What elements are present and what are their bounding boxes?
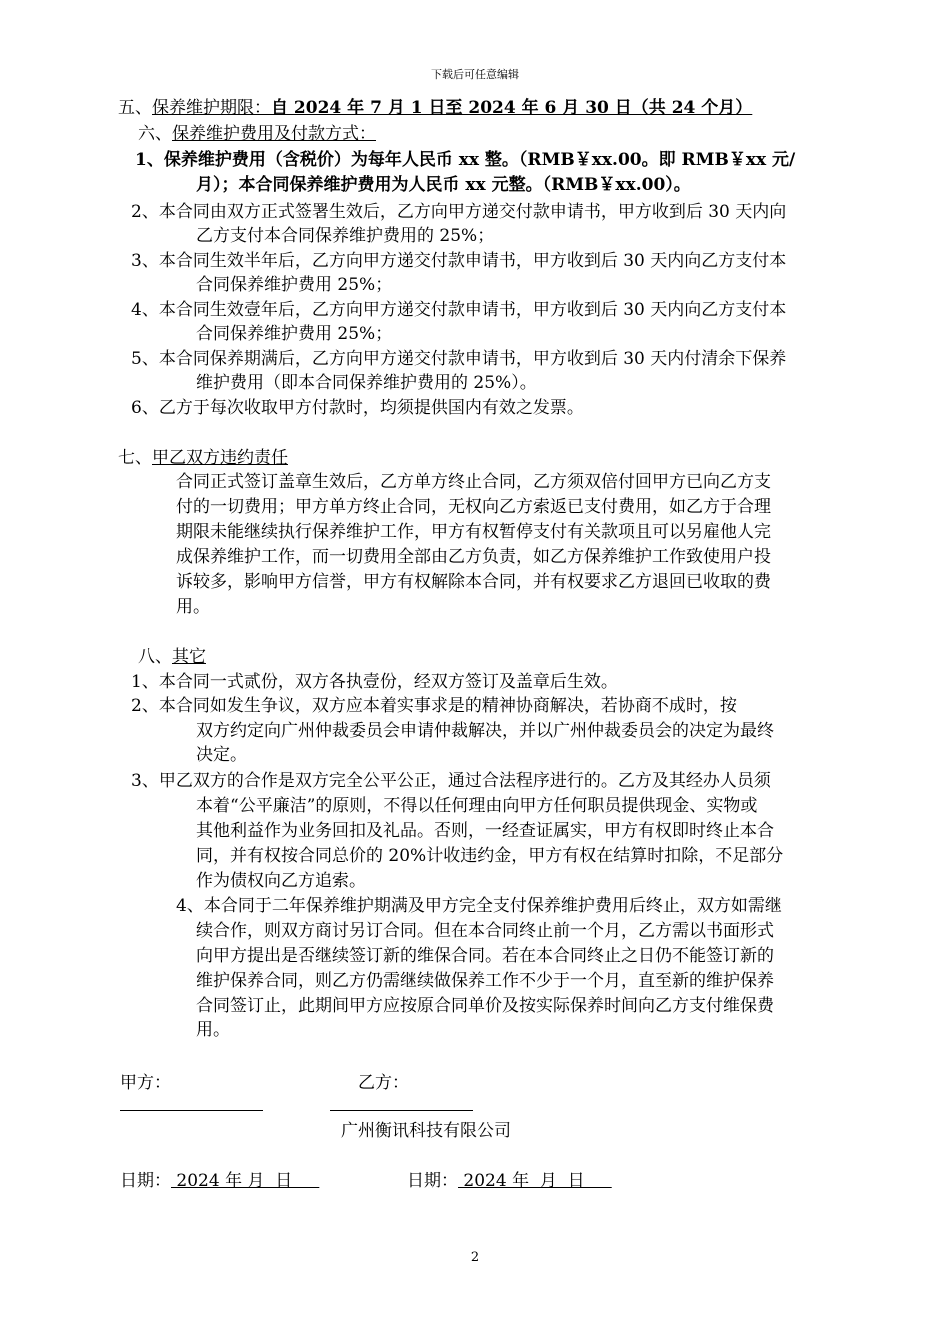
other-item-3-line-1: 3、甲乙双方的合作是双方完全公平公正，通过合法程序进行的。乙方及其经办人员须 (131, 771, 771, 791)
section-8-heading (138, 645, 206, 669)
other-item-3-line-2: 本着“公平廉洁”的原则，不得以任何理由向甲方任何职员提供现金、实物或 (196, 796, 758, 816)
other-item-2-line-3: 决定。 (196, 745, 247, 765)
section-6-prefix: 六、 (138, 124, 172, 144)
fee-item-2-line-1: 2、本合同由双方正式签署生效后，乙方向甲方递交付款申请书，甲方收到后 30 天内向 (131, 202, 787, 222)
fee-item-6: 6、乙方于每次收取甲方付款时，均须提供国内有效之发票。 (131, 398, 584, 418)
section-8-prefix: 八、 (138, 647, 172, 667)
party-b-label: 乙方： (358, 1073, 409, 1093)
date-b-label: 日期： (407, 1171, 458, 1191)
other-item-3-line-5: 作为债权向乙方追索。 (196, 871, 366, 891)
party-a-signature-line (120, 1110, 263, 1111)
section-7-heading (118, 446, 288, 470)
breach-para-line-4: 成保养维护工作，而一切费用全部由乙方负责，如乙方保养维护工作致使用户投 (176, 547, 771, 567)
section-8-title: 其它 (172, 647, 206, 667)
page-number: 2 (470, 1250, 480, 1265)
other-item-4-line-6: 用。 (196, 1020, 230, 1040)
fee-item-3-line-2: 合同保养维护费用 25%； (196, 275, 393, 295)
other-item-4-line-5: 合同签订止，此期间甲方应按原合同单价及按实际保养时间向乙方支付维保费 (196, 996, 774, 1016)
other-item-2-line-1: 2、本合同如发生争议，双方应本着实事求是的精神协商解决，若协商不成时，按 (131, 696, 737, 716)
party-b-company: 广州衡讯科技有限公司 (341, 1121, 511, 1141)
other-item-3-line-3: 其他利益作为业务回扣及礼品。否则，一经查证属实，甲方有权即时终止本合 (196, 821, 774, 841)
fee-item-5-line-1: 5、本合同保养期满后，乙方向甲方递交付款申请书，甲方收到后 30 天内付清余下保养 (131, 349, 787, 369)
date-b-value: 2024 年 月 日 (458, 1171, 612, 1191)
section-6-title: 保养维护费用及付款方式： (172, 124, 376, 144)
breach-para-line-3: 期限未能继续执行保养维护工作，甲方有权暂停支付有关款项且可以另雇他人完 (176, 522, 771, 542)
section-5-value: 自 2024 年 7 月 1 日至 2024 年 6 月 30 日（共 24 个月） (271, 98, 753, 118)
other-item-3-line-4: 同，并有权按合同总价的 20%计收违约金，甲方有权在结算时扣除，不足部分 (196, 846, 784, 866)
other-item-4-line-1: 4、本合同于二年保养维护期满及甲方完全支付保养维护费用后终止，双方如需继 (176, 896, 782, 916)
breach-para-line-5: 诉较多，影响甲方信誉，甲方有权解除本合同，并有权要求乙方退回已收取的费 (176, 572, 771, 592)
other-item-4-line-4: 维护保养合同，则乙方仍需继续做保养工作不少于一个月，直至新的维护保养 (196, 971, 774, 991)
other-item-4-line-3: 向甲方提出是否继续签订新的维保合同。若在本合同终止之日仍不能签订新的 (196, 946, 774, 966)
party-a-label: 甲方： (120, 1073, 171, 1093)
fee-item-1-line-2: 月）；本合同保养维护费用为人民币 xx 元整。（RMB￥xx.00）。 (196, 175, 691, 195)
section-5-prefix: 五、 (118, 98, 152, 118)
breach-para-line-6: 用。 (176, 597, 210, 617)
fee-item-2-line-2: 乙方支付本合同保养维护费用的 25%； (196, 226, 495, 246)
section-6-heading (138, 122, 376, 146)
fee-item-4-line-1: 4、本合同生效壹年后，乙方向甲方递交付款申请书，甲方收到后 30 天内向乙方支付本 (131, 300, 787, 320)
fee-item-1-line-1: 1、保养维护费用（含税价）为每年人民币 xx 整。（RMB￥xx.00。即 RMB￥xx 元/ (135, 150, 796, 170)
date-b (407, 1169, 612, 1193)
other-item-2-line-2: 双方约定向广州仲裁委员会申请仲裁解决，并以广州仲裁委员会的决定为最终 (196, 721, 774, 741)
section-7-title: 甲乙双方违约责任 (152, 448, 288, 468)
section-7-prefix: 七、 (118, 448, 152, 468)
other-item-1: 1、本合同一式贰份，双方各执壹份，经双方签订及盖章后生效。 (131, 672, 618, 692)
date-a-value: 2024 年 月 日 (171, 1171, 320, 1191)
page-header: 下载后可任意编辑 (431, 68, 519, 81)
date-a-label: 日期： (120, 1171, 171, 1191)
section-5-label: 保养维护期限：自 2024 年 7 月 1 日至 2024 年 6 月 30 日（共 24 个月） (152, 98, 753, 118)
breach-para-line-1: 合同正式签订盖章生效后，乙方单方终止合同，乙方须双倍付回甲方已向乙方支 (176, 472, 771, 492)
date-a (120, 1169, 319, 1193)
fee-item-4-line-2: 合同保养维护费用 25%； (196, 324, 393, 344)
party-b-signature-line (330, 1110, 473, 1111)
other-item-4-line-2: 续合作，则双方商讨另订合同。但在本合同终止前一个月，乙方需以书面形式 (196, 921, 774, 941)
fee-item-3-line-1: 3、本合同生效半年后，乙方向甲方递交付款申请书，甲方收到后 30 天内向乙方支付本 (131, 251, 787, 271)
section-5-heading (118, 96, 752, 120)
fee-item-5-line-2: 维护费用（即本合同保养维护费用的 25%）。 (196, 373, 537, 393)
breach-para-line-2: 付的一切费用；甲方单方终止合同，无权向乙方索返已支付费用，如乙方于合理 (176, 497, 771, 517)
